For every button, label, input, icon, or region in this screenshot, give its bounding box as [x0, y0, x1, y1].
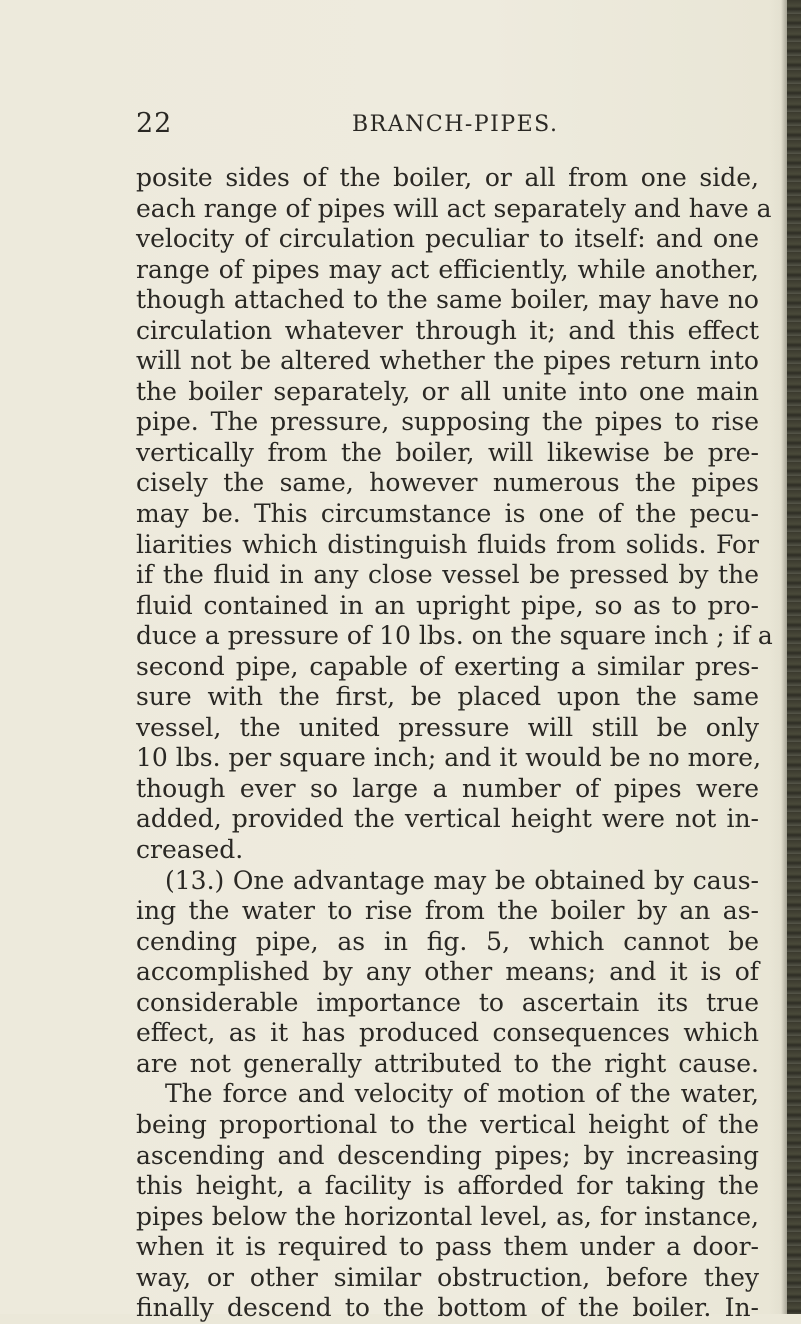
- text-line: liarities which distinguish fluids from solids. For: [136, 529, 759, 559]
- text-line: considerable importance to ascertain its true: [136, 987, 759, 1017]
- text-line: second pipe, capable of exerting a similar pres-: [136, 651, 759, 681]
- text-line: effect, as it has produced consequences which: [136, 1018, 759, 1048]
- text-line: cisely the same, however numerous the pipes: [136, 468, 759, 498]
- text-line: circulation whatever through it; and this effect: [136, 315, 759, 345]
- text-line: range of pipes may act efficiently, while another,: [136, 254, 759, 284]
- text-line: The force and velocity of motion of the water,: [165, 1079, 759, 1109]
- text-line: way, or other similar obstruction, before they: [136, 1262, 759, 1292]
- paragraph-end-line: creased.: [136, 835, 244, 865]
- text-line: velocity of circulation peculiar to itself: and one: [136, 224, 759, 254]
- text-line: ascending and descending pipes; by increasing: [136, 1140, 759, 1170]
- text-line: finally descend to the bottom of the boiler. In-: [136, 1293, 759, 1323]
- text-line: though ever so large a number of pipes were: [136, 773, 759, 803]
- page-number: 22: [136, 108, 173, 139]
- text-line: may be. This circumstance is one of the pecu-: [136, 499, 759, 529]
- text-line: accomplished by any other means; and it is of: [136, 957, 759, 987]
- body-text: [136, 163, 773, 1324]
- text-line: will not be altered whether the pipes return into: [136, 346, 759, 376]
- text-line: each range of pipes will act separately and have a: [136, 193, 772, 223]
- text-line: duce a pressure of 10 lbs. on the square inch ; if a: [136, 621, 773, 651]
- text-line: 10 lbs. per square inch; and it would be no more,: [136, 743, 762, 773]
- text-line: though attached to the same boiler, may have no: [136, 285, 759, 315]
- adjacent-page-edge: [787, 0, 801, 1314]
- text-line: the boiler separately, or all unite into one main: [136, 376, 759, 406]
- running-head: BRANCH-PIPES.: [352, 112, 559, 137]
- text-line: pipes below the horizontal level, as, for instance,: [136, 1201, 759, 1231]
- text-line: vessel, the united pressure will still be only: [136, 712, 759, 742]
- text-line: when it is required to pass them under a door-: [136, 1232, 759, 1262]
- text-line: ing the water to rise from the boiler by an as-: [136, 896, 759, 926]
- text-line: if the fluid in any close vessel be pressed by the: [136, 560, 759, 590]
- section-start-line: (13.) One advantage may be obtained by caus-: [165, 865, 759, 895]
- text-line: vertically from the boiler, will likewise be pre-: [136, 437, 759, 467]
- text-line: fluid contained in an upright pipe, so as to pro-: [136, 590, 759, 620]
- text-line: are not generally attributed to the right cause.: [136, 1048, 759, 1078]
- text-line: being proportional to the vertical height of the: [136, 1109, 759, 1139]
- text-line: sure with the first, be placed upon the same: [136, 682, 759, 712]
- text-line: cending pipe, as in fig. 5, which cannot be: [136, 926, 759, 956]
- text-line: pipe. The pressure, supposing the pipes to rise: [136, 407, 759, 437]
- text-line: posite sides of the boiler, or all from one side,: [136, 163, 759, 192]
- page-header: [136, 108, 756, 148]
- text-line: added, provided the vertical height were not in-: [136, 804, 759, 834]
- text-line: this height, a facility is afforded for taking the: [136, 1171, 759, 1201]
